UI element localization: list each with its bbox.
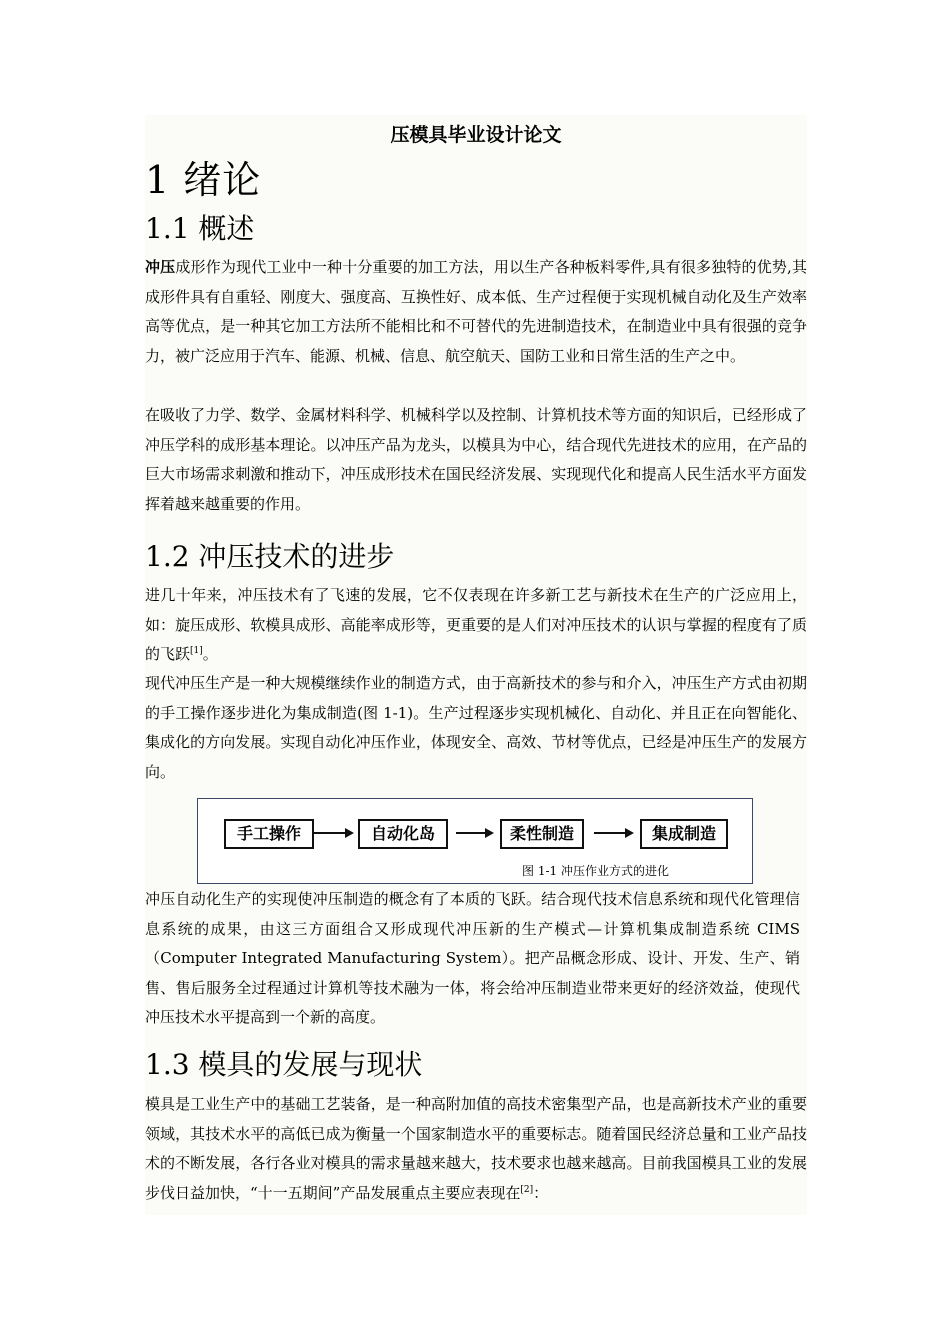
citation-ref[interactable]: [1] xyxy=(190,646,203,656)
figure-caption: 图 1-1 冲压作业方式的进化 xyxy=(522,864,669,878)
chapter-heading: 1 绪论 xyxy=(145,158,262,202)
flow-box-flexible: 柔性制造 xyxy=(500,819,584,849)
flow-box-automation-island: 自动化岛 xyxy=(358,819,448,849)
document-page xyxy=(145,115,807,1215)
document-title: 压模具毕业设计论文 xyxy=(390,124,562,146)
paragraph-text: ： xyxy=(533,1183,549,1202)
paragraph-progress-2: 现代冲压生产是一种大规模继续作业的制造方式，由于高新技术的参与和介入，冲压生产方式由初期的手工操作逐步进化为集成制造(图 1-1)。生产过程逐步实现机械化、自动化、并且正在向智能化、集成化的方向发展。实现自动化冲压作业，体现安全、高效、节材等优点，已经是冲压生产的发展方向。 xyxy=(145,674,807,781)
flow-arrow-icon xyxy=(314,832,352,834)
paragraph-text: 成形作为现代工业中一种十分重要的加工方法，用以生产各种板料零件,具有很多独特的优势,其成形件具有自重轻、刚度大、强度高、互换性好、成本低、生产过程便于实现机械自动化及生产效率高等优点，是一种其它加工方法所不能相比和不可替代的先进制造技术，在制造业中具有很强的竞争力，被广泛应用于汽车、能源、机械、信息、航空航天、国防工业和日常生活的生产之中。 xyxy=(145,258,807,365)
section-heading-1-2: 1.2 冲压技术的进步 xyxy=(145,540,395,573)
section-heading-1-3: 1.3 模具的发展与现状 xyxy=(145,1048,423,1081)
paragraph-text: 模具是工业生产中的基础工艺装备，是一种高附加值的高技术密集型产品，也是高新技术产业的重要领域，其技术水平的高低已成为衡量一个国家制造水平的重要标志。随着国民经济总量和工业产品技术的不断发展，各行各业对模具的需求量越来越大，技术要求也越来越高。目前我国模具工业的发展步伐日益加快，“十一五期间”产品发展重点主要应表现在 xyxy=(145,1095,807,1202)
paragraph-progress-3: 冲压自动化生产的实现使冲压制造的概念有了本质的飞跃。结合现代技术信息系统和现代化管理信息系统的成果，由这三方面组合又形成现代冲压新的生产模式—计算机集成制造系统 CIMS（Computer Integrated Manufacturing System）。把产品概念形成、设计、开发、生产、销售、售后服务全过程通过计算机等技术融为一体，将会给冲压制造业带来更好的经济效益，使现代冲压技术水平提高到一个新的高度。 xyxy=(145,890,800,1026)
paragraph-mold-status xyxy=(145,1090,807,1208)
section-heading-1-1: 1.1 概述 xyxy=(145,212,255,245)
flow-box-integrated: 集成制造 xyxy=(640,819,728,849)
paragraph-overview-1 xyxy=(145,253,807,371)
paragraph-progress-1 xyxy=(145,581,807,670)
flow-arrow-icon xyxy=(456,832,492,834)
figure-process-evolution xyxy=(197,798,753,884)
paragraph-overview-2: 在吸收了力学、数学、金属材料科学、机械科学以及控制、计算机技术等方面的知识后，已经形成了冲压学科的成形基本理论。以冲压产品为龙头，以模具为中心，结合现代先进技术的应用，在产品的巨大市场需求刺激和推动下，冲压成形技术在国民经济发展、实现现代化和提高人民生活水平方面发挥着越来越重要的作用。 xyxy=(145,406,807,513)
citation-ref[interactable]: [2] xyxy=(520,1184,534,1195)
paragraph-text: 。 xyxy=(202,645,218,663)
keyword-link[interactable]: 冲压 xyxy=(145,258,176,276)
flow-arrow-icon xyxy=(594,832,632,834)
flow-box-manual: 手工操作 xyxy=(224,819,314,849)
paragraph-text: 进几十年来，冲压技术有了飞速的发展，它不仅表现在许多新工艺与新技术在生产的广泛应用上，如：旋压成形、软模具成形、高能率成形等，更重要的是人们对冲压技术的认识与掌握的程度有了质的飞跃 xyxy=(145,586,807,663)
